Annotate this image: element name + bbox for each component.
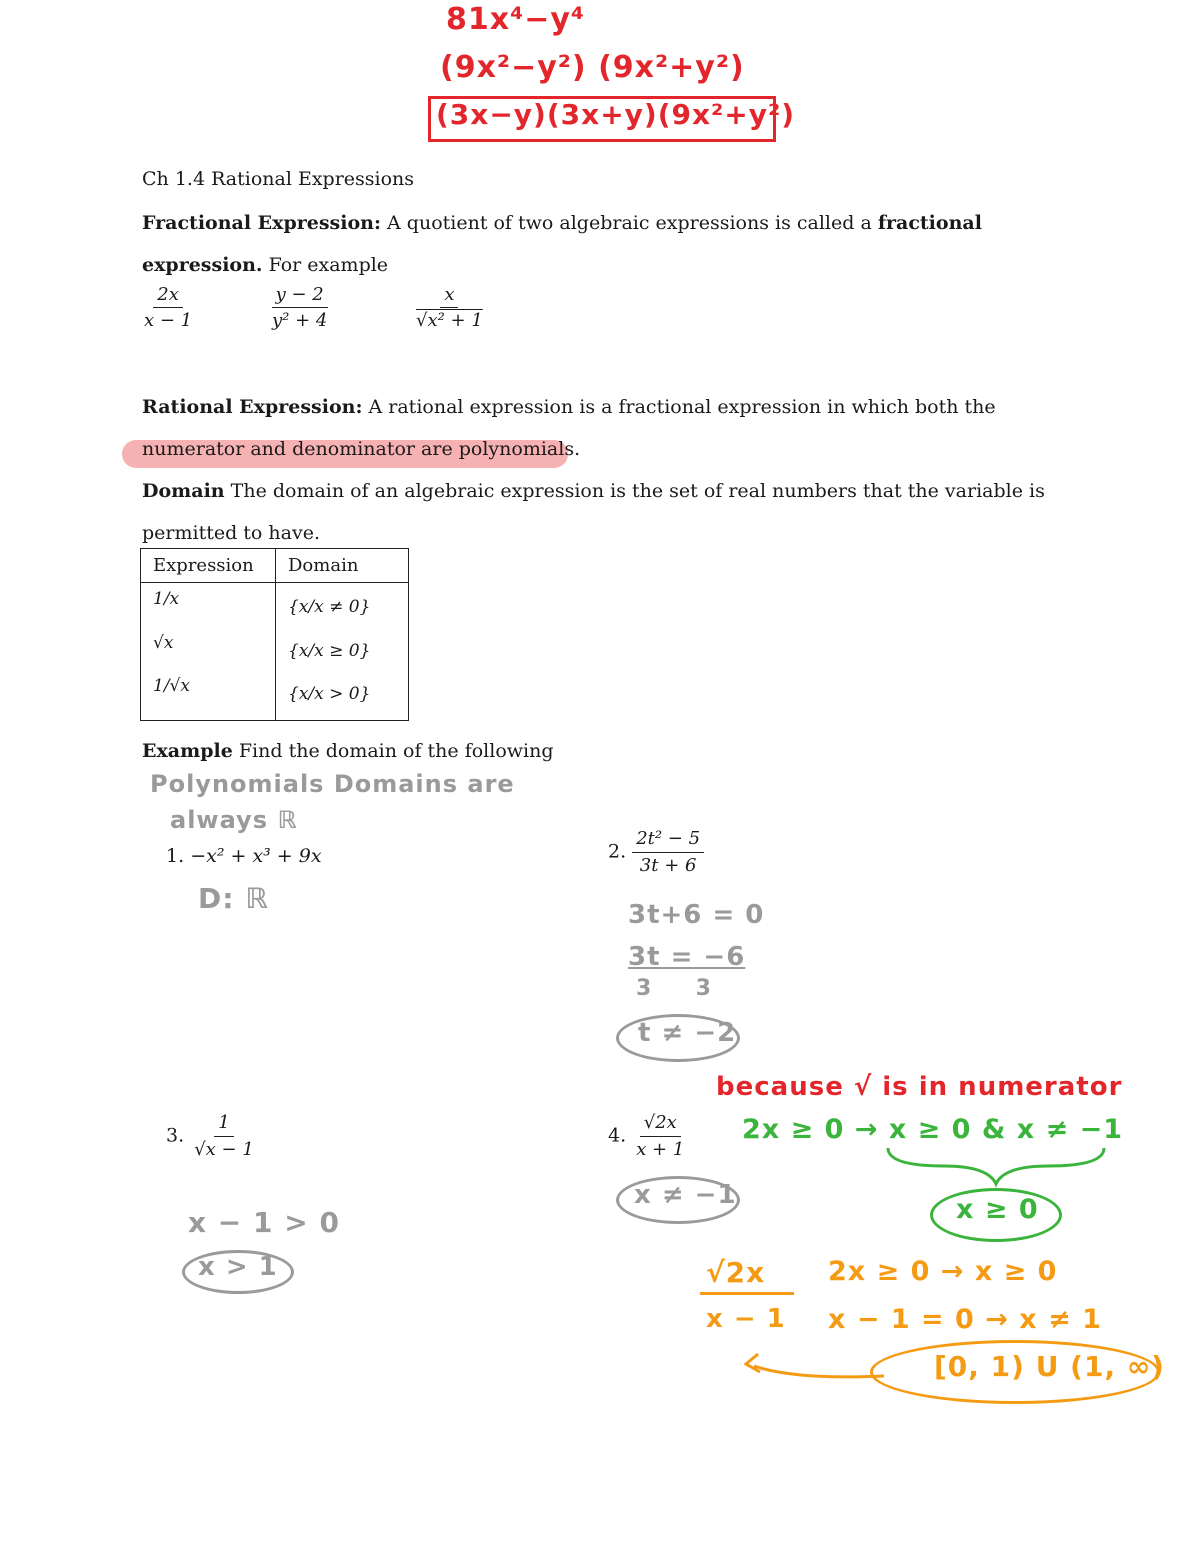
annotation-factor-line2: (9x²−y²) (9x²+y²) (440, 50, 745, 85)
note-s2-step1: 3t+6 = 0 (628, 900, 765, 930)
note-orange-den: x − 1 (706, 1304, 786, 1334)
table-header-domain: Domain (276, 549, 409, 583)
fractional-definition-cont (142, 254, 388, 277)
fractional-def-d: For example (268, 254, 389, 276)
rational-def-b: numerator and denominator are polynomials. (142, 438, 581, 460)
problem-4-number: 4. (608, 1124, 627, 1147)
fractional-def-c: expression. (142, 254, 263, 276)
problem-4 (608, 1112, 688, 1160)
domain-def-b: permitted to have. (142, 522, 320, 544)
problem-2 (608, 828, 704, 876)
note-polynomials-2: always ℝ (170, 806, 298, 834)
problem-1 (166, 845, 322, 868)
problem-2-num: 2t² − 5 (632, 828, 704, 853)
example-2-num: y − 2 (272, 284, 328, 308)
annotation-factor-line1: 81x⁴−y⁴ (446, 2, 586, 37)
table-header-expression: Expression (141, 549, 276, 583)
problem-1-expr: −x² + x³ + 9x (190, 845, 322, 867)
note-orange-step1: 2x ≥ 0 → x ≥ 0 (828, 1256, 1058, 1287)
problem-3-num: 1 (214, 1112, 233, 1137)
table-domain-1: {x/x ≠ 0} (288, 597, 371, 617)
note-domain-r: D: ℝ (198, 882, 269, 915)
table-expr-3: 1/√x (153, 676, 190, 696)
example-term: Example (142, 740, 233, 762)
fractional-def-a: A quotient of two algebraic expressions is called a (387, 212, 872, 234)
note-polynomials-1: Polynomials Domains are (150, 770, 515, 798)
note-orange-step2: x − 1 = 0 → x ≠ 1 (828, 1304, 1102, 1335)
fractional-term: Fractional Expression: (142, 212, 381, 234)
problem-4-den: x + 1 (636, 1138, 685, 1160)
note-s2-step3: 3 3 (636, 976, 712, 1001)
note-s3-step1: x − 1 > 0 (188, 1206, 340, 1239)
note-s4-because: because √ is in numerator (716, 1072, 1123, 1102)
rational-term: Rational Expression: (142, 396, 363, 418)
note-s3-answer: x > 1 (198, 1252, 278, 1282)
note-s4-line: 2x ≥ 0 → x ≥ 0 & x ≠ −1 (742, 1114, 1124, 1145)
table-row (141, 583, 409, 721)
example-heading (142, 740, 554, 763)
orange-arrow-mark (736, 1346, 886, 1386)
rational-def-a: A rational expression is a fractional expression in which both the (368, 396, 996, 418)
domain-def-a: The domain of an algebraic expression is the set of real numbers that the variable is (230, 480, 1045, 502)
green-brace-mark (884, 1144, 1108, 1188)
problem-3-number: 3. (166, 1124, 185, 1147)
table-header-row (141, 549, 409, 583)
page-title: Ch 1.4 Rational Expressions (142, 168, 415, 190)
domain-definition (142, 480, 1045, 503)
example-2-den: y² + 4 (272, 310, 328, 331)
table-expr-2: √x (153, 632, 174, 653)
note-s4-green-answer: x ≥ 0 (956, 1194, 1039, 1225)
note-s2-step2: 3t = −6 (628, 942, 746, 972)
problem-1-number: 1. (166, 845, 185, 867)
rational-definition (142, 396, 996, 419)
problem-3-den: √x − 1 (194, 1138, 254, 1160)
domain-term: Domain (142, 480, 225, 502)
problem-2-den: 3t + 6 (639, 854, 697, 876)
example-3-num: x (440, 284, 458, 308)
note-orange-answer: [0, 1) U (1, ∞) (934, 1350, 1165, 1383)
note-orange-num: √2x (706, 1256, 766, 1289)
problem-3 (166, 1112, 258, 1160)
example-text: Find the domain of the following (238, 740, 554, 762)
example-1-num: 2x (153, 284, 183, 308)
fraction-example-2 (268, 284, 331, 331)
fractional-def-b: fractional (877, 212, 982, 234)
orange-fraction-bar (700, 1292, 794, 1295)
fractional-definition (142, 212, 982, 235)
domain-table (140, 548, 409, 721)
table-domain-2: {x/x ≥ 0} (288, 640, 371, 661)
table-domain-3: {x/x > 0} (288, 684, 371, 704)
table-expr-1: 1/x (153, 589, 180, 609)
fraction-example-3 (412, 284, 487, 331)
example-3-den: √x² + 1 (416, 310, 483, 331)
problem-4-num: √2x (640, 1112, 681, 1137)
example-1-den: x − 1 (144, 310, 193, 331)
problem-2-number: 2. (608, 840, 627, 863)
note-s4-answer: x ≠ −1 (634, 1180, 737, 1210)
annotation-factor-line3: (3x−y)(3x+y)(9x²+y²) (436, 98, 796, 131)
fraction-example-1 (140, 284, 196, 331)
note-s2-answer: t ≠ −2 (638, 1018, 737, 1048)
